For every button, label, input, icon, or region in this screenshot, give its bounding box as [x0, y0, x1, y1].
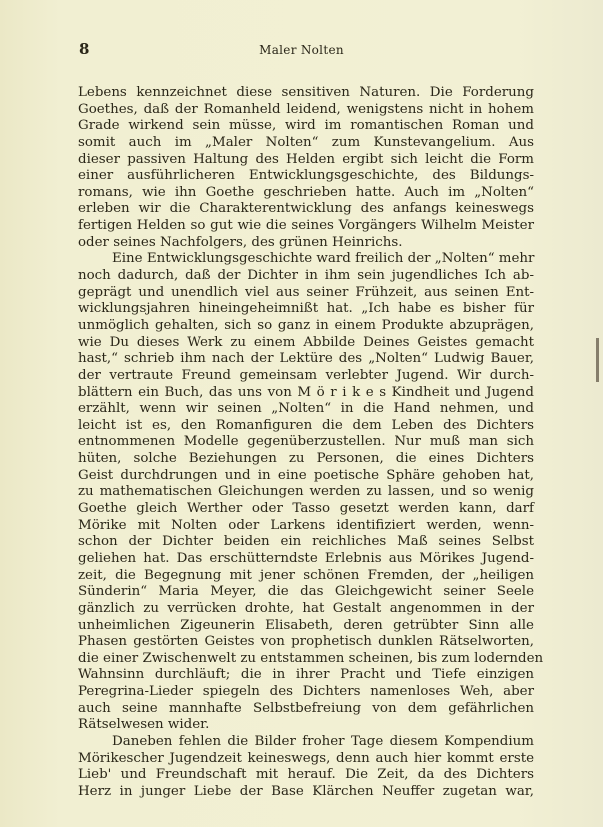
text-line: dieser passiven Haltung des Helden ergibt sich leicht die Form	[78, 151, 534, 167]
text-line: Wahnsinn durchläuft; die in ihrer Pracht und Tiefe einzigen	[78, 667, 534, 683]
text-line: wicklungsjahren hineingeheimnißt hat. „Ich habe es bisher für	[78, 301, 534, 317]
text-line: Lieb' und Freundschaft mit herauf. Die Zeit, da des Dichters	[78, 767, 534, 783]
text-line: unmöglich gehalten, sich so ganz in einem Produkte abzuprägen,	[78, 317, 534, 333]
text-line: blättern ein Buch, das uns von M ö r i k e s Kindheit und Jugend	[78, 384, 534, 400]
running-title: Maler Nolten	[259, 43, 344, 57]
text-line: entnommenen Modelle gegenüberzustellen. Nur muß man sich	[78, 434, 534, 450]
text-line: oder seines Nachfolgers, des grünen Heinrichs.	[78, 234, 403, 250]
text-line: hast,“ schrieb ihm nach der Lektüre des „Nolten“ Ludwig Bauer,	[78, 351, 534, 367]
text-line: auch seine mannhafte Selbstbefreiung von dem gefährlichen	[78, 700, 534, 716]
text-line: zu mathematischen Gleichungen werden zu lassen, und so wenig	[78, 484, 534, 500]
text-line: geliehen hat. Das erschütterndste Erlebnis aus Mörikes Jugend-	[78, 550, 534, 566]
body-text	[78, 85, 544, 801]
text-line: Herz in junger Liebe der Base Klärchen Neuffer zugetan war,	[78, 783, 534, 799]
text-line: gänzlich zu verrücken drohte, hat Gestalt angenommen in der	[78, 600, 534, 616]
text-line: Grade wirkend sein müsse, wird im romantischen Roman und	[78, 118, 534, 134]
text-line: Goethe gleich Werther oder Tasso gesetzt werden kann, darf	[78, 501, 534, 517]
page-number: 8	[79, 40, 90, 58]
scan-edge-mark	[596, 338, 599, 382]
text-line: Geist durchdrungen und in eine poetische Sphäre gehoben hat,	[78, 467, 534, 483]
text-line: Eine Entwicklungsgeschichte ward freilich der „Nolten“ mehr	[112, 251, 535, 267]
text-line: zeit, die Begegnung mit jener schönen Fremden, der „heiligen	[78, 567, 534, 583]
text-line: einer ausführlicheren Entwicklungsgeschichte, des Bildungs-	[78, 168, 534, 184]
text-line: somit auch im „Maler Nolten“ zum Kunstevangelium. Aus	[78, 134, 534, 150]
text-line: hüten, solche Beziehungen zu Personen, die eines Dichters	[78, 451, 534, 467]
text-line: der vertraute Freund gemeinsam verlebter Jugend. Wir durch-	[78, 367, 534, 383]
text-line: schon der Dichter beiden ein reichliches Maß seines Selbst	[78, 534, 534, 550]
text-line: Rätselwesen wider.	[78, 717, 210, 733]
text-line: Lebens kennzeichnet diese sensitiven Naturen. Die Forderung	[78, 85, 534, 100]
text-line: Mörikescher Jugendzeit keineswegs, denn auch hier kommt erste	[78, 750, 534, 766]
text-line: leicht ist es, den Romanfiguren die dem Leben des Dichters	[78, 417, 534, 433]
text-line: wie Du dieses Werk zu einem Abbilde Deines Geistes gemacht	[78, 334, 534, 350]
text-line: Daneben fehlen die Bilder froher Tage diesem Kompendium	[112, 733, 534, 749]
text-line: Phasen gestörten Geistes von prophetisch dunklen Rätselworten,	[78, 634, 534, 650]
text-line: noch dadurch, daß der Dichter in ihm sein jugendliches Ich ab-	[78, 268, 534, 284]
text-line: erleben wir die Charakterentwicklung des anfangs keineswegs	[78, 201, 534, 217]
text-line: geprägt und unendlich viel aus seiner Frühzeit, aus seinen Ent-	[78, 284, 534, 300]
text-line: Goethes, daß der Romanheld leidend, wenigstens nicht in hohem	[78, 101, 534, 117]
text-line: unheimlichen Zigeunerin Elisabeth, deren getrübter Sinn alle	[78, 617, 534, 633]
text-line: romans, wie ihn Goethe geschrieben hatte. Auch im „Nolten“	[78, 184, 534, 200]
text-line: erzählt, wenn wir seinen „Nolten“ in die Hand nehmen, und	[78, 401, 534, 417]
text-line: die einer Zwischenwelt zu entstammen scheinen, bis zum lodernden	[78, 650, 544, 666]
text-line: Peregrina-Lieder spiegeln des Dichters namenloses Weh, aber	[78, 684, 534, 700]
text-line: fertigen Helden so gut wie die seines Vorgängers Wilhelm Meister	[78, 218, 534, 234]
text-line: Sünderin“ Maria Meyer, die das Gleichgewicht seiner Seele	[78, 584, 534, 600]
text-line: Mörike mit Nolten oder Larkens identifiziert werden, wenn-	[78, 517, 534, 533]
